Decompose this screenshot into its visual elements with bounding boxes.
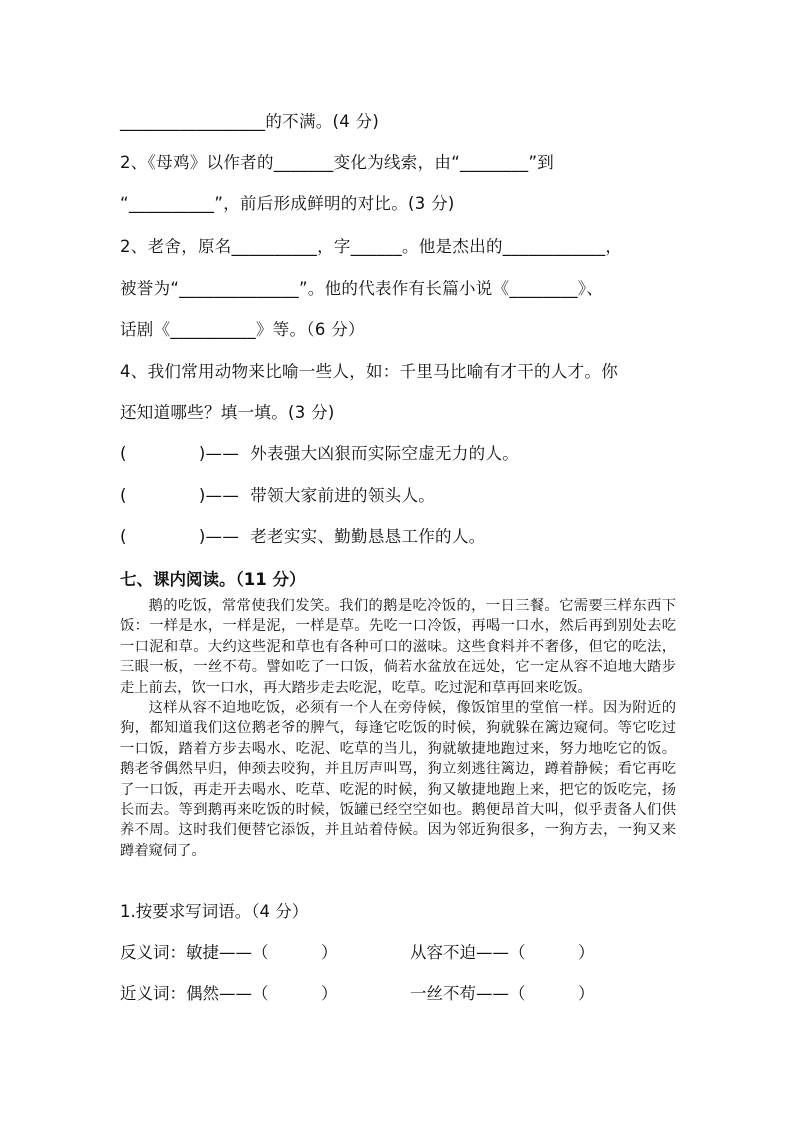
synonym-row-left: 近义词：偶然——（ ） — [120, 984, 338, 1003]
line-5: 被誉为“______________”。他的代表作有长篇小说《________》、 — [120, 279, 604, 298]
section-heading: 七、课内阅读。（11 分） — [120, 570, 306, 589]
line-11: ( )—— 老老实实、勤勤恳恳工作的人。 — [120, 527, 486, 546]
line-9: ( )—— 外表强大凶狠而实际空虚无力的人。 — [120, 444, 520, 463]
line-1: _________________的不满。(4 分) — [120, 112, 380, 131]
line-6: 话剧《__________》等。（6 分） — [120, 320, 365, 339]
line-2: 2、《母鸡》以作者的_______变化为线索，由“________”到 — [120, 153, 555, 172]
line-8: 还知道哪些？填一填。(3 分) — [120, 403, 335, 422]
line-10: ( )—— 带领大家前进的领头人。 — [120, 486, 436, 505]
passage-paragraph: 这样从容不迫地吃饭，必须有一个人在旁侍候，像饭馆里的堂倌一样。因为附近的狗，都知道我们这位鹅老爷的脾气，每逢它吃饭的时候，狗就躲在篱边窥伺。等它吃过一口饭，踏着方步去喝水、吃泥、吃草的当儿，狗就敏捷地跑过来，努力地吃它的饭。鹅老爷偶然早归，伸颈去咬狗，并且厉声叫骂，狗立刻逃往篱边，蹲着静候；看它再吃了一口饭，再走开去喝水、吃草、吃泥的时候，狗又敏捷地跑上来，把它的饭吃完，扬长而去。等到鹅再来吃饭的时候，饭罐已经空空如也。鹅便昂首大叫，似乎责备人们供养不周。这时我们便替它添饭，并且站着侍候。因为邻近狗很多，一狗方去，一狗又来蹲着窥伺了。 — [120, 700, 676, 859]
line-7: 4、我们常用动物来比喻一些人，如：千里马比喻有才干的人才。你 — [120, 362, 618, 381]
synonym-row-right: 一丝不苟——（ ） — [410, 984, 595, 1003]
antonym-row-right: 从容不迫——（ ） — [410, 943, 595, 962]
reading-passage — [120, 596, 676, 861]
passage-paragraph: 鹅的吃饭，常常使我们发笑。我们的鹅是吃冷饭的，一日三餐。它需要三样东西下饭：一样是水，一样是泥，一样是草。先吃一口冷饭，再喝一口水，然后再到别处去吃一口泥和草。大约这些泥和草也有各种可口的滋味。这些食料并不奢侈，但它的吃法，三眼一板，一丝不苟。譬如吃了一口饭，倘若水盆放在远处，它一定从容不迫地大踏步走上前去，饮一口水，再大踏步走去吃泥，吃草。吃过泥和草再回来吃饭。 — [120, 598, 676, 696]
line-3: “__________”，前后形成鲜明的对比。(3 分) — [120, 194, 455, 213]
question-1: 1.按要求写词语。（4 分） — [120, 902, 309, 921]
line-4: 2、老舍，原名__________，字______。他是杰出的____________， — [120, 237, 623, 256]
antonym-row-left: 反义词：敏捷——（ ） — [120, 943, 338, 962]
